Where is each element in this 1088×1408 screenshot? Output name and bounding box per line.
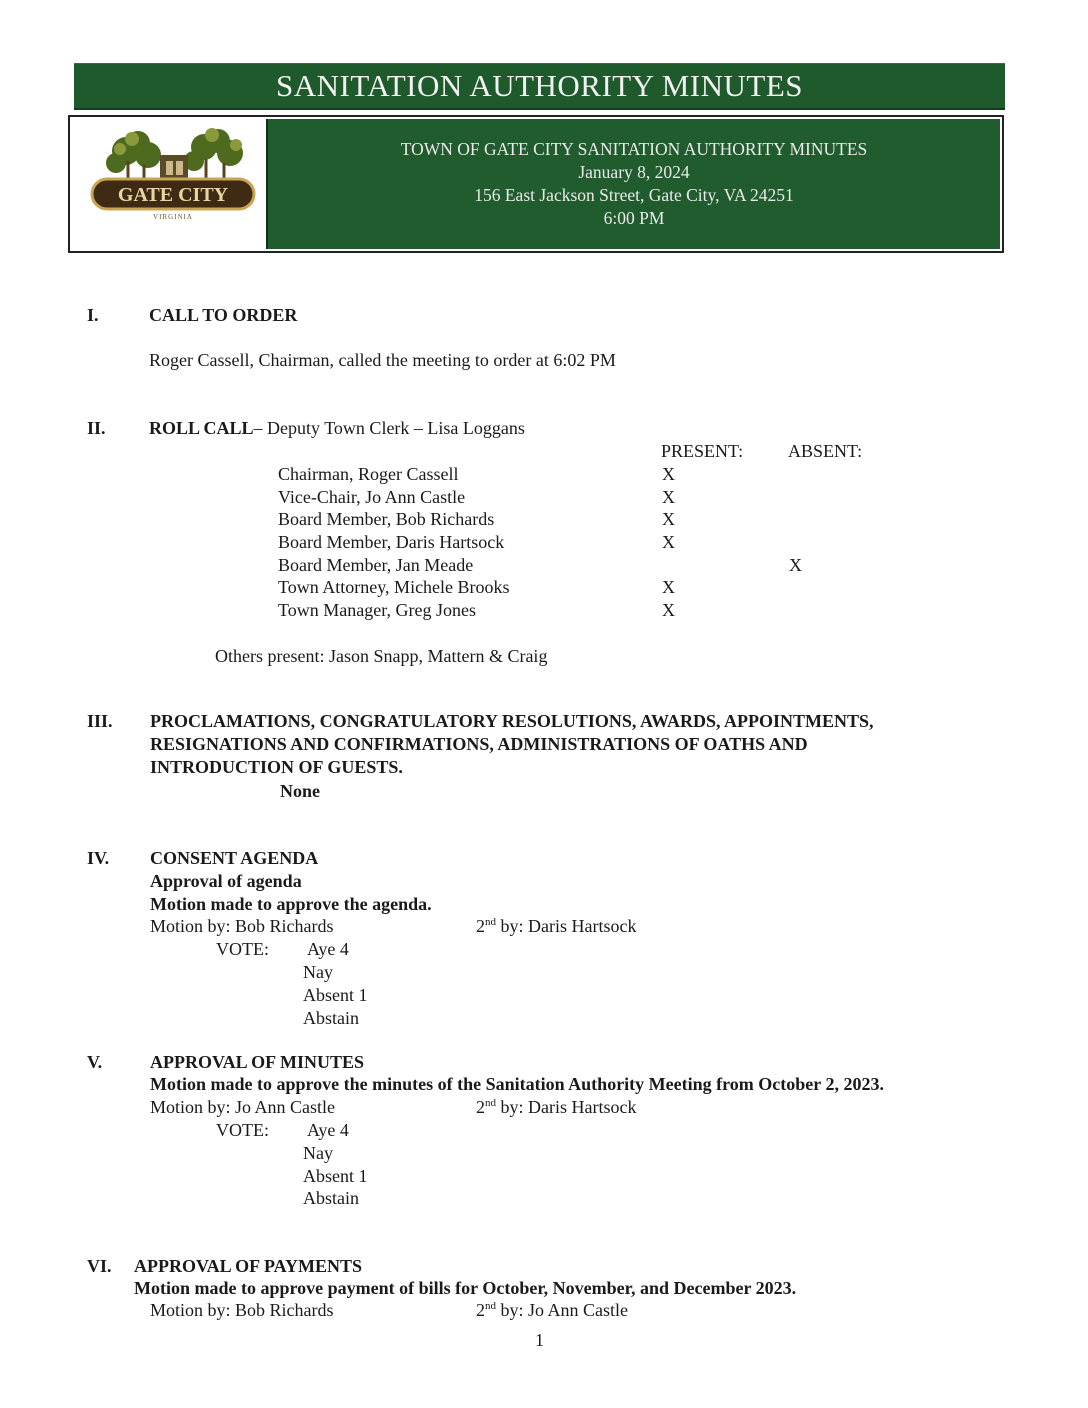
header-box (68, 115, 1004, 253)
section-3-number: III. (87, 711, 113, 731)
section-4-absent: Absent 1 (303, 985, 368, 1005)
others-present: Others present: Jason Snapp, Mattern & Craig (215, 646, 548, 666)
roll-name: Town Manager, Greg Jones (278, 600, 476, 620)
present-header: PRESENT: (661, 441, 744, 461)
section-6-second: 2nd by: Jo Ann Castle (476, 1300, 629, 1320)
section-3-title-line2: RESIGNATIONS AND CONFIRMATIONS, ADMINISTRATIONS OF OATHS AND (150, 734, 808, 754)
section-4-vote-label: VOTE: (216, 939, 269, 959)
section-6-title: APPROVAL OF PAYMENTS (134, 1256, 363, 1276)
header-date: January 8, 2024 (578, 162, 690, 182)
roll-name: Board Member, Jan Meade (278, 555, 474, 575)
section-2-title: ROLL CALL (149, 418, 254, 438)
section-1-number: I. (87, 305, 99, 325)
roll-present-mark: X (662, 600, 675, 620)
roll-present-mark: X (662, 464, 675, 484)
section-5-aye: Aye 4 (307, 1120, 349, 1140)
header-time: 6:00 PM (603, 208, 665, 228)
roll-name: Town Attorney, Michele Brooks (278, 577, 510, 597)
section-5-title: APPROVAL OF MINUTES (150, 1052, 365, 1072)
logo-subtext: VIRGINIA (153, 213, 193, 221)
roll-present-mark: X (662, 577, 675, 597)
section-4-subtitle: Approval of agenda (150, 871, 302, 891)
section-3-none: None (280, 781, 320, 801)
section-5-vote-label: VOTE: (216, 1120, 269, 1140)
section-1-title: CALL TO ORDER (149, 305, 298, 325)
section-5-nay: Nay (303, 1143, 333, 1163)
page-number: 1 (535, 1330, 544, 1350)
section-6-number: VI. (87, 1256, 112, 1276)
section-5-absent: Absent 1 (303, 1166, 368, 1186)
section-3-title-line3: INTRODUCTION OF GUESTS. (150, 757, 403, 777)
roll-name: Chairman, Roger Cassell (278, 464, 459, 484)
section-5-motion: Motion made to approve the minutes of the Sanitation Authority Meeting from October 2, 2023. (150, 1074, 884, 1094)
section-1-body: Roger Cassell, Chairman, called the meeting to order at 6:02 PM (149, 350, 616, 370)
section-6-motion-by: Motion by: Bob Richards (150, 1300, 334, 1320)
roll-name: Board Member, Bob Richards (278, 509, 495, 529)
roll-present-mark: X (662, 509, 675, 529)
section-4-motion: Motion made to approve the agenda. (150, 894, 432, 914)
header-title: TOWN OF GATE CITY SANITATION AUTHORITY MINUTES (400, 139, 868, 159)
section-4-abstain: Abstain (303, 1008, 359, 1028)
roll-absent-mark: X (789, 555, 802, 575)
section-4-second: 2nd by: Daris Hartsock (476, 916, 637, 936)
section-3-title-line1: PROCLAMATIONS, CONGRATULATORY RESOLUTIONS, AWARDS, APPOINTMENTS, (150, 711, 874, 731)
roll-name: Board Member, Daris Hartsock (278, 532, 505, 552)
section-2-number: II. (87, 418, 106, 438)
section-2-heading (149, 418, 525, 439)
roll-present-mark: X (662, 487, 675, 507)
gate-city-logo (86, 121, 262, 245)
roll-name: Vice-Chair, Jo Ann Castle (278, 487, 466, 507)
section-6-motion: Motion made to approve payment of bills for October, November, and December 2023. (134, 1278, 797, 1298)
logo-text: GATE CITY (117, 184, 229, 206)
document-banner: SANITATION AUTHORITY MINUTES (74, 63, 1005, 110)
section-4-title: CONSENT AGENDA (150, 848, 319, 868)
section-5-motion-by: Motion by: Jo Ann Castle (150, 1097, 336, 1117)
section-4-nay: Nay (303, 962, 333, 982)
section-5-abstain: Abstain (303, 1188, 359, 1208)
header-info (266, 119, 1000, 249)
header-address: 156 East Jackson Street, Gate City, VA 24251 (474, 185, 794, 205)
section-4-number: IV. (87, 848, 110, 868)
section-2-subtitle: – Deputy Town Clerk – Lisa Loggans (253, 418, 525, 438)
roll-present-mark: X (662, 532, 675, 552)
section-4-aye: Aye 4 (307, 939, 349, 959)
section-5-second: 2nd by: Daris Hartsock (476, 1097, 637, 1117)
absent-header: ABSENT: (788, 441, 863, 461)
section-5-number: V. (87, 1052, 103, 1072)
section-4-motion-by: Motion by: Bob Richards (150, 916, 334, 936)
